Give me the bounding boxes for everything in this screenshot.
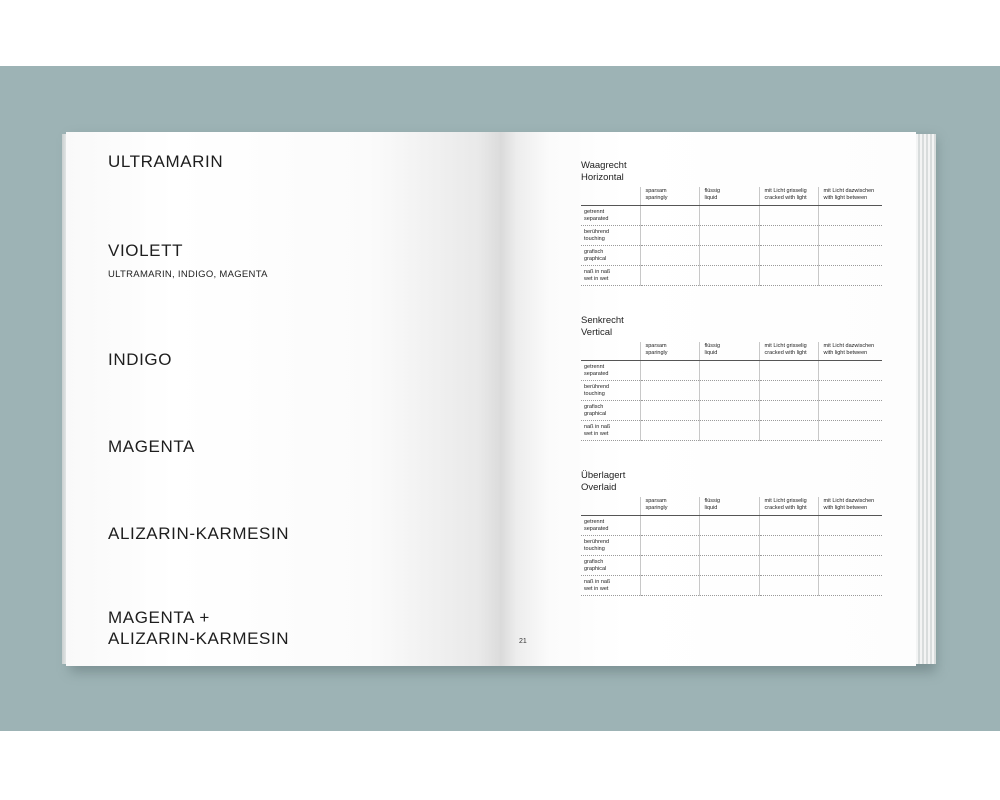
row-label-en: graphical <box>584 565 607 572</box>
table-section <box>581 470 882 596</box>
swatch-cell <box>759 361 818 381</box>
table-row <box>581 246 882 266</box>
painting-technique-table <box>581 497 882 596</box>
column-header <box>818 342 882 361</box>
swatch-cell <box>818 361 882 381</box>
swatch-cell <box>759 226 818 246</box>
swatch-cell <box>759 576 818 596</box>
swatch-cell <box>640 246 699 266</box>
swatch-cell <box>640 206 699 226</box>
row-label-en: touching <box>584 390 605 397</box>
row-label-en: touching <box>584 545 605 552</box>
table-section <box>581 315 882 441</box>
row-label-en: graphical <box>584 410 607 417</box>
color-name-indigo: INDIGO <box>108 350 173 369</box>
swatch-cell <box>699 556 759 576</box>
swatch-cell <box>640 421 699 441</box>
swatch-cell <box>759 536 818 556</box>
table-row <box>581 576 882 596</box>
row-label <box>581 381 640 401</box>
column-header-de: mit Licht grisselig <box>764 343 807 349</box>
column-header-en: sparingly <box>645 350 668 356</box>
row-label-de: grafisch <box>584 248 604 255</box>
swatch-cell <box>818 226 882 246</box>
column-header <box>640 187 699 206</box>
column-header <box>699 342 759 361</box>
swatch-cell <box>818 401 882 421</box>
column-header <box>759 342 818 361</box>
swatch-cell <box>818 536 882 556</box>
swatch-cell <box>640 576 699 596</box>
row-label-en: wet in wet <box>584 585 609 592</box>
swatch-cell <box>818 206 882 226</box>
swatch-cell <box>759 421 818 441</box>
page-number: 21 <box>519 638 527 645</box>
table-row <box>581 361 882 381</box>
swatch-cell <box>699 381 759 401</box>
color-subtitle-violett: ULTRAMARIN, INDIGO, MAGENTA <box>108 269 268 280</box>
table-section <box>581 160 882 286</box>
row-label-de: berührend <box>584 383 610 390</box>
column-header-de: mit Licht dazwischen <box>823 498 875 504</box>
row-label-en: wet in wet <box>584 275 609 282</box>
row-label <box>581 246 640 266</box>
swatch-cell <box>759 556 818 576</box>
row-label-de: berührend <box>584 228 610 235</box>
row-label-de: berührend <box>584 538 610 545</box>
swatch-cell <box>640 536 699 556</box>
table-row <box>581 421 882 441</box>
swatch-cell <box>699 401 759 421</box>
swatch-cell <box>640 381 699 401</box>
column-header-en: liquid <box>704 505 718 511</box>
column-header <box>759 187 818 206</box>
swatch-cell <box>818 576 882 596</box>
swatch-cell <box>640 556 699 576</box>
column-header-en: liquid <box>704 195 718 201</box>
swatch-cell <box>699 266 759 286</box>
color-name-magenta-plus-line2: ALIZARIN-KARMESIN <box>108 629 290 648</box>
row-label <box>581 226 640 246</box>
column-header <box>759 497 818 516</box>
table-corner-cell <box>581 342 640 361</box>
swatch-cell <box>818 266 882 286</box>
column-header-de: sparsam <box>645 343 667 349</box>
column-header-en: cracked with light <box>764 505 807 511</box>
row-label-de: naß in naß <box>584 578 611 585</box>
row-label <box>581 421 640 441</box>
left-page <box>66 132 500 666</box>
swatch-cell <box>818 381 882 401</box>
swatch-cell <box>759 381 818 401</box>
page-edge-right <box>914 134 936 664</box>
swatch-cell <box>640 516 699 536</box>
row-label <box>581 516 640 536</box>
swatch-cell <box>640 266 699 286</box>
row-label-de: grafisch <box>584 403 604 410</box>
column-header-de: flüssig <box>704 498 721 504</box>
swatch-cell <box>759 266 818 286</box>
table-corner-cell <box>581 187 640 206</box>
painting-technique-table <box>581 342 882 441</box>
table-title <box>581 470 882 496</box>
row-label-en: separated <box>584 370 609 377</box>
swatch-cell <box>699 206 759 226</box>
column-header-en: with light between <box>823 350 868 356</box>
column-header <box>818 497 882 516</box>
swatch-cell <box>759 206 818 226</box>
row-label-de: getrennt <box>584 208 605 215</box>
swatch-cell <box>818 516 882 536</box>
table-row <box>581 226 882 246</box>
column-header-de: mit Licht dazwischen <box>823 188 875 194</box>
table-title-en: Horizontal <box>581 172 624 183</box>
table-row <box>581 536 882 556</box>
row-label <box>581 576 640 596</box>
column-header-en: liquid <box>704 350 718 356</box>
table-row <box>581 266 882 286</box>
table-row <box>581 516 882 536</box>
table-title-en: Overlaid <box>581 482 617 493</box>
color-name-violett: VIOLETT <box>108 241 184 260</box>
column-header-en: cracked with light <box>764 350 807 356</box>
table-row <box>581 381 882 401</box>
column-header-en: cracked with light <box>764 195 807 201</box>
swatch-cell <box>699 576 759 596</box>
row-label <box>581 536 640 556</box>
column-header-en: sparingly <box>645 195 668 201</box>
swatch-cell <box>699 226 759 246</box>
column-header-de: sparsam <box>645 498 667 504</box>
column-header-de: mit Licht grisselig <box>764 498 807 504</box>
swatch-cell <box>640 401 699 421</box>
row-label <box>581 206 640 226</box>
table-title-en: Vertical <box>581 327 613 338</box>
row-label-en: wet in wet <box>584 430 609 437</box>
swatch-cell <box>699 361 759 381</box>
column-header-de: mit Licht grisselig <box>764 188 807 194</box>
color-name-magenta: MAGENTA <box>108 437 196 456</box>
swatch-cell <box>699 536 759 556</box>
column-header-de: flüssig <box>704 343 721 349</box>
column-header <box>640 342 699 361</box>
swatch-cell <box>818 556 882 576</box>
table-row <box>581 556 882 576</box>
column-header-en: with light between <box>823 505 868 511</box>
painting-technique-table <box>581 187 882 286</box>
table-title-de: Senkrecht <box>581 315 624 326</box>
row-label <box>581 266 640 286</box>
color-name-alizarin-karmesin: ALIZARIN-KARMESIN <box>108 524 290 543</box>
row-label <box>581 401 640 421</box>
swatch-cell <box>640 226 699 246</box>
row-label-de: naß in naß <box>584 268 611 275</box>
row-label-de: getrennt <box>584 518 605 525</box>
table-title-de: Überlagert <box>581 470 626 481</box>
swatch-cell <box>699 421 759 441</box>
row-label-de: grafisch <box>584 558 604 565</box>
table-title <box>581 160 882 186</box>
column-header-en: sparingly <box>645 505 668 511</box>
swatch-cell <box>640 361 699 381</box>
column-header-de: flüssig <box>704 188 721 194</box>
swatch-cell <box>699 246 759 266</box>
column-header-en: with light between <box>823 195 868 201</box>
column-header <box>640 497 699 516</box>
row-label <box>581 556 640 576</box>
swatch-cell <box>818 246 882 266</box>
color-name-magenta-plus-line1: MAGENTA + <box>108 608 210 627</box>
row-label-en: separated <box>584 215 609 222</box>
column-header-de: mit Licht dazwischen <box>823 343 875 349</box>
swatch-cell <box>759 246 818 266</box>
table-row <box>581 206 882 226</box>
swatch-cell <box>818 421 882 441</box>
row-label <box>581 361 640 381</box>
table-title-de: Waagrecht <box>581 160 627 171</box>
table-corner-cell <box>581 497 640 516</box>
column-header <box>699 187 759 206</box>
swatch-cell <box>759 516 818 536</box>
column-header <box>818 187 882 206</box>
column-header-de: sparsam <box>645 188 667 194</box>
column-header <box>699 497 759 516</box>
row-label-en: touching <box>584 235 605 242</box>
row-label-de: getrennt <box>584 363 605 370</box>
row-label-en: graphical <box>584 255 607 262</box>
swatch-cell <box>759 401 818 421</box>
color-name-ultramarin: ULTRAMARIN <box>108 152 224 171</box>
table-title <box>581 315 882 341</box>
swatch-cell <box>699 516 759 536</box>
row-label-en: separated <box>584 525 609 532</box>
table-row <box>581 401 882 421</box>
row-label-de: naß in naß <box>584 423 611 430</box>
